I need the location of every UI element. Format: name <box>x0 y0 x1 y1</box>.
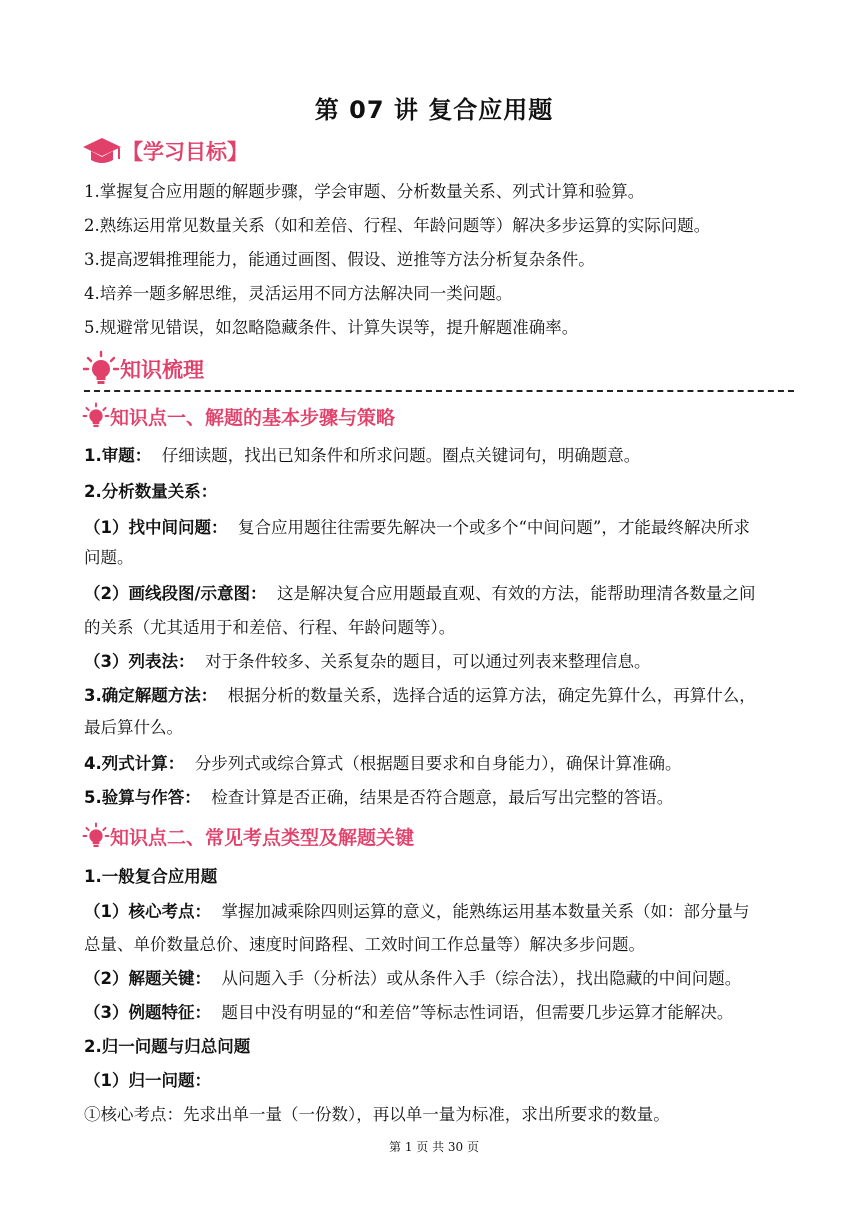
type-1-sub-2: （2）解题关键： 从问题入手（分析法）或从条件入手（综合法），找出隐藏的中间问题。 <box>84 969 742 988</box>
type-1-sub-1-cont: 总量、单价数量总价、速度时间路程、工效时间工作总量等）解决多步问题。 <box>84 935 645 954</box>
lightbulb-icon <box>82 402 110 430</box>
page-footer: 第 1 页 共 30 页 <box>389 1140 479 1154</box>
objective-item: 3.提高逻辑推理能力，能通过画图、假设、逆推等方法分析复杂条件。 <box>84 250 595 269</box>
knowledge-point-title: 知识点一、解题的基本步骤与策略 <box>110 406 396 429</box>
lightbulb-icon <box>82 350 120 388</box>
step-4: 4.列式计算： 分步列式或综合算式（根据题目要求和自身能力），确保计算准确。 <box>84 754 682 773</box>
step-1: 1.审题： 仔细读题，找出已知条件和所求问题。圈点关键词句，明确题意。 <box>84 446 641 465</box>
objective-item: 5.规避常见错误，如忽略隐藏条件、计算失误等，提升解题准确率。 <box>84 318 579 337</box>
section-title: 【学习目标】 <box>122 140 248 164</box>
step-2-sub-3: （3）列表法： 对于条件较多、关系复杂的题目，可以通过列表来整理信息。 <box>84 652 651 671</box>
type-1-sub-3: （3）例题特征： 题目中没有明显的“和差倍”等标志性词语，但需要几步运算才能解决。 <box>84 1003 734 1022</box>
objective-item: 4.培养一题多解思维，灵活运用不同方法解决同一类问题。 <box>84 284 513 303</box>
type-2-title: 2.归一问题与归总问题 <box>84 1037 251 1056</box>
section-divider <box>84 390 794 392</box>
step-2-sub-1-cont: 问题。 <box>84 548 134 567</box>
type-2-sub-1: （1）归一问题： <box>84 1071 211 1090</box>
page-title: 第 07 讲 复合应用题 <box>314 96 554 124</box>
step-2-sub-2: （2）画线段图/示意图： 这是解决复合应用题最直观、有效的方法，能帮助理清各数量之间 <box>84 584 756 603</box>
lightbulb-icon <box>82 822 110 850</box>
type-2-sub-1-point: ①核心考点：先求出单一量（一份数），再以单一量为标准，求出所要求的数量。 <box>84 1105 670 1124</box>
knowledge-point-2-header <box>82 822 414 850</box>
objective-item: 2.熟练运用常见数量关系（如和差倍、行程、年龄问题等）解决多步运算的实际问题。 <box>84 216 711 235</box>
type-1-sub-1: （1）核心考点： 掌握加减乘除四则运算的意义，能熟练运用基本数量关系（如：部分量与 <box>84 902 750 921</box>
section-knowledge-header <box>82 350 204 388</box>
section-title: 知识梳理 <box>120 358 204 382</box>
knowledge-point-1-header <box>82 402 395 430</box>
step-3-cont: 最后算什么。 <box>84 718 183 737</box>
knowledge-point-title: 知识点二、常见考点类型及解题关键 <box>110 826 415 849</box>
type-1-title: 1.一般复合应用题 <box>84 867 218 886</box>
step-2-sub-1: （1）找中间问题： 复合应用题往往需要先解决一个或多个“中间问题”，才能最终解决所求 <box>84 518 750 537</box>
graduation-cap-icon <box>82 134 122 168</box>
step-5: 5.验算与作答： 检查计算是否正确，结果是否符合题意，最后写出完整的答语。 <box>84 788 674 807</box>
step-2: 2.分析数量关系： <box>84 482 218 501</box>
section-objectives-header <box>82 134 248 168</box>
step-3: 3.确定解题方法： 根据分析的数量关系，选择合适的运算方法，确定先算什么，再算什么， <box>84 686 756 705</box>
objective-item: 1.掌握复合应用题的解题步骤，学会审题、分析数量关系、列式计算和验算。 <box>84 182 645 201</box>
step-2-sub-2-cont: 的关系（尤其适用于和差倍、行程、年龄问题等）。 <box>84 618 456 637</box>
